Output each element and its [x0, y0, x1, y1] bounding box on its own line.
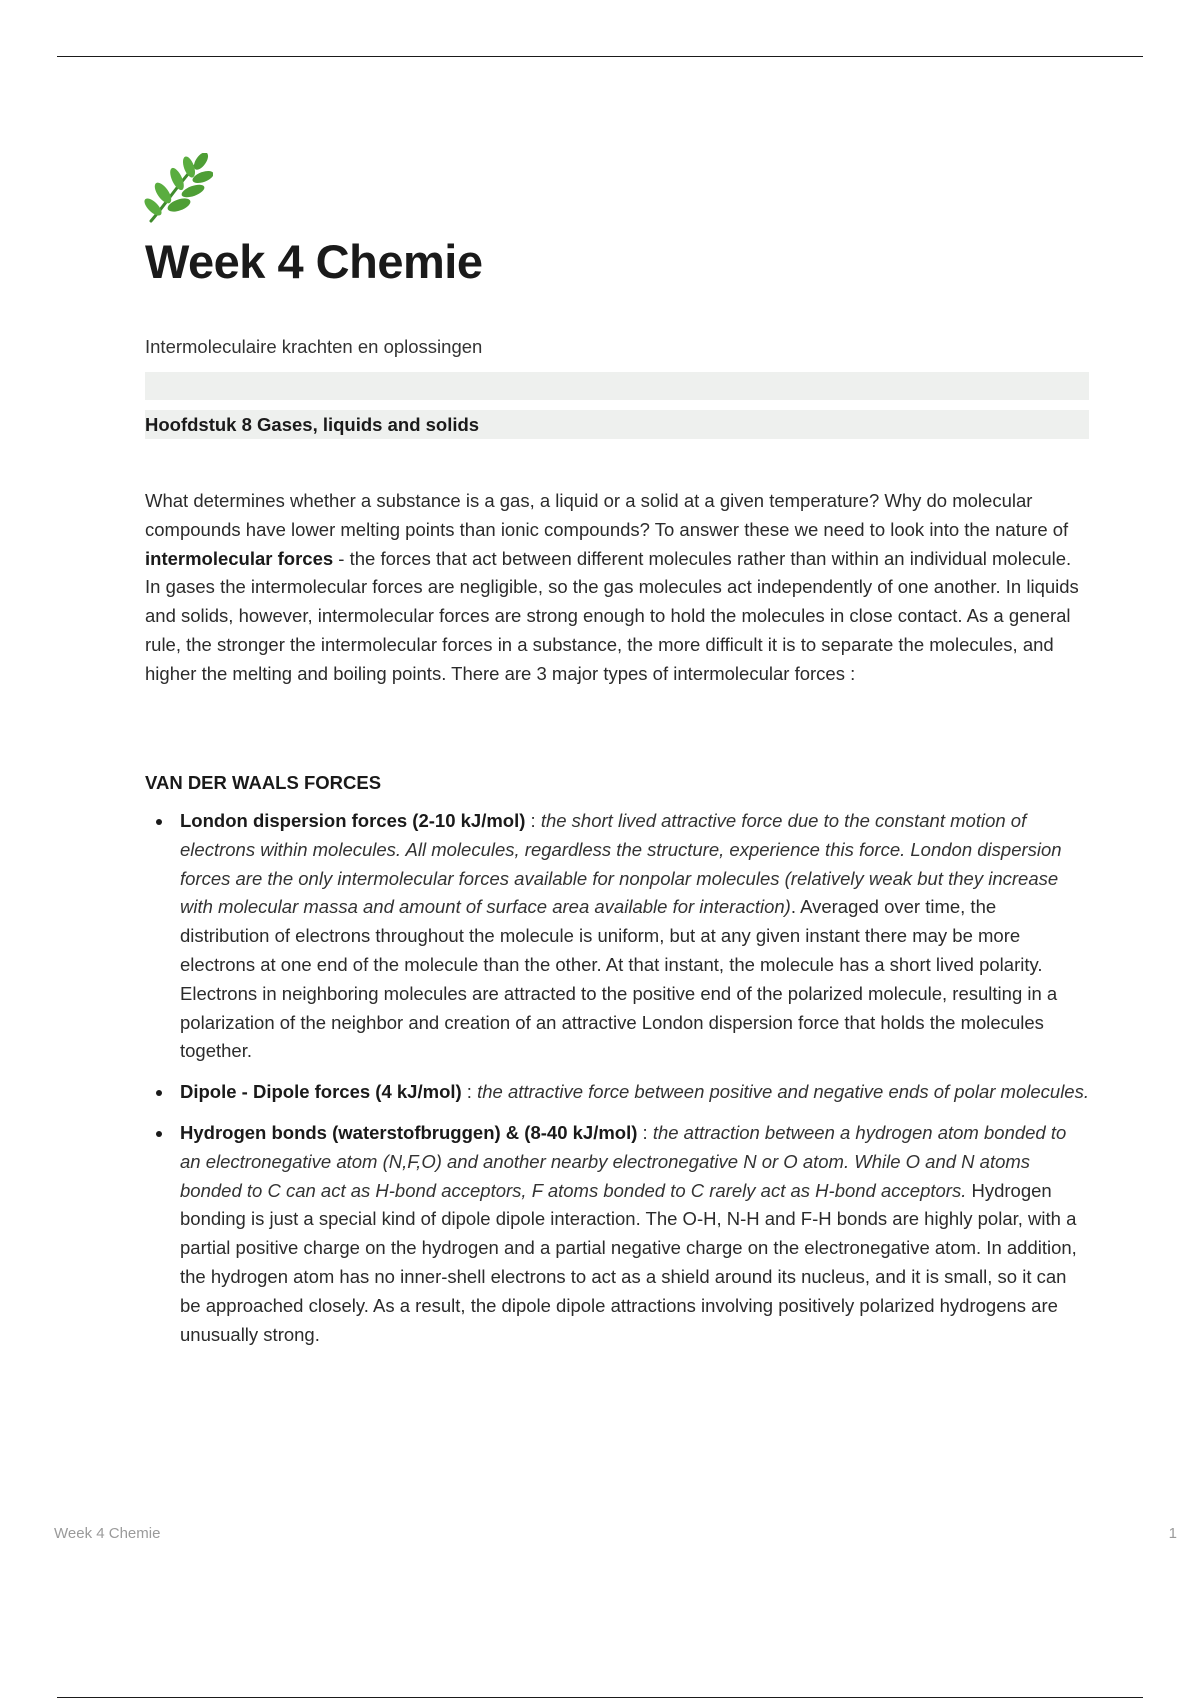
- page-title: Week 4 Chemie: [145, 235, 483, 288]
- force-text: Hydrogen bonding is just a special kind of dipole dipole interaction. The O-H, N-H and F-H bonds are highly polar, with a partial positive charge on the hydrogen and a partial negative charge on the electronegative atom. In addition, the hydrogen atom has no inner-shell electrons to act as a shield around its nucleus, and it is small, so it can be approached closely. As a result, the dipole dipole attractions involving positively polarized hydrogens are unusually strong.: [180, 1179, 1077, 1345]
- bullet-icon: [156, 1090, 162, 1096]
- force-text: . Averaged over time, the distribution of electrons throughout the molecule is uniform, but at any given instant there may be more electrons at one end of the molecule than the other. At that instant, the molecule has a short lived polarity. Electrons in neighboring molecules are attracted to the positive end of the polarized molecule, resulting in a polarization of the neighbor and creation of an attractive London dispersion force that holds the molecules together.: [180, 896, 1058, 1062]
- force-separator: :: [461, 1081, 478, 1103]
- list-item: [145, 1078, 1089, 1107]
- force-separator: :: [525, 810, 541, 831]
- top-divider: [57, 56, 1143, 57]
- intro-text-1: What determines whether a substance is a gas, a liquid or a solid at a given temperature? Why do molecular compounds have lower melting points than ionic compounds? To answer these we need to look into the nature of: [145, 490, 1069, 540]
- chapter-heading: Hoofdstuk 8 Gases, liquids and solids: [145, 410, 1089, 439]
- force-name: London dispersion forces (2-10 kJ/mol): [180, 810, 526, 831]
- force-definition: the short lived attractive force due to the constant motion of electrons within molecules. All molecules, regardless the structure, experience this force. London dispersion forces are the only intermolecular forces available for nonpolar molecules (relatively weak but they increase with molecular massa and amount of surface area available for interaction): [180, 810, 1062, 918]
- herb-icon: [143, 153, 213, 225]
- bullet-icon: [156, 1131, 162, 1137]
- section-heading: VAN DER WAALS FORCES: [145, 772, 382, 793]
- force-definition: the attractive force between positive and negative ends of polar molecules.: [477, 1081, 1089, 1103]
- intro-paragraph: [145, 487, 1089, 689]
- footer-title: Week 4 Chemie: [54, 1525, 161, 1542]
- force-name: Dipole - Dipole forces (4 kJ/mol): [180, 1081, 462, 1103]
- bottom-divider: [57, 1697, 1143, 1698]
- force-separator: :: [637, 1121, 653, 1143]
- list-item: [145, 807, 1089, 1066]
- empty-callout: [145, 372, 1089, 400]
- force-name: Hydrogen bonds (waterstofbruggen) & (8-40 kJ/mol): [180, 1121, 638, 1143]
- bullet-icon: [156, 819, 162, 825]
- force-definition: the attraction between a hydrogen atom bonded to an electronegative atom (N,F,O) and another nearby electronegative N or O atom. While O and N atoms bonded to C can act as H-bond acceptors, F atoms bonded to C rarely act as H-bond acceptors.: [180, 1121, 1067, 1201]
- page-number: 1: [1168, 1525, 1177, 1542]
- forces-list: [145, 807, 1089, 1361]
- page-subtitle: Intermoleculaire krachten en oplossingen: [145, 336, 483, 357]
- intro-text-2: - the forces that act between different molecules rather than within an individual molecule. In gases the intermolecular forces are negligible, so the gas molecules act independently of one another. In liquids and solids, however, intermolecular forces are strong enough to hold the molecules in close contact. As a general rule, the stronger the intermolecular forces in a substance, the more difficult it is to separate the molecules, and higher the melting and boiling points. There are 3 major types of intermolecular forces :: [145, 547, 1079, 684]
- intro-bold-term: intermolecular forces: [145, 547, 334, 569]
- list-item: [145, 1119, 1089, 1349]
